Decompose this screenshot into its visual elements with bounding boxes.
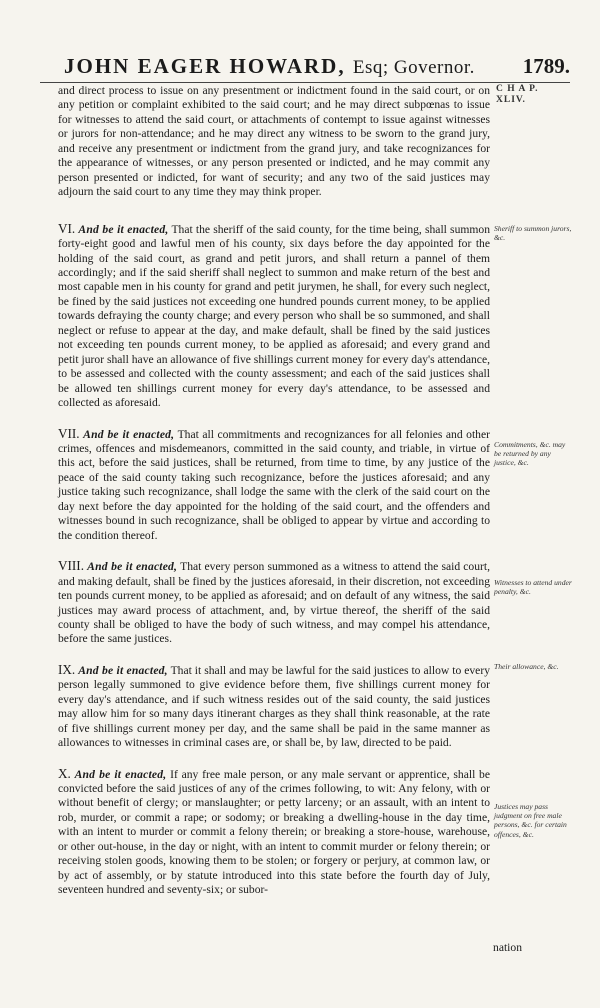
- margin-chapter: C H A P. XLIV.: [496, 84, 539, 105]
- margin-note-witnesses: Witnesses to attend under penalty, &c.: [494, 578, 572, 597]
- section-vii: [58, 427, 490, 544]
- margin-note-justices: Justices may pass judgment on free male persons, &c. for certain offences, &c.: [494, 802, 567, 839]
- paragraph-continuation: and direct process to issue on any presentment or indictment found in the said court, or on any petition or complaint exhibited to the said court; and he may direct subpœnas to issue for witnesses to attend the said court, or attachments of contempt to issue against witnesses or jurors for non-attendance; and he may direct any witness to be sworn to the grand jury, and receive any presentment or indictment from the grand jury, and take recognizances for the appearance of witnesses, or any person presented or indicted, and he may commit any person presented or indicted, for want of security; and any two of the said justices may adjourn the said court to any time they may think proper.: [58, 84, 490, 199]
- section-number: VII.: [58, 425, 80, 441]
- enacting-clause: And be it enacted,: [78, 222, 169, 236]
- header-year: 1789.: [522, 54, 570, 78]
- enacting-clause: And be it enacted,: [83, 427, 175, 441]
- header-title: JOHN EAGER HOWARD, Esq; Governor.: [64, 54, 475, 78]
- enacting-clause: And be it enacted,: [87, 560, 178, 574]
- section-ix: [58, 663, 490, 751]
- section-vi: [58, 222, 490, 411]
- header-esq: Esq; Governor.: [352, 57, 475, 78]
- section-text: That all commitments and recognizances for all felonies and other crimes, offences and misdemeanors, committed in the said county, and triable, in virtue of this act, before the said justices, shall be returned, from time to time, by any justice of the peace of the said county taking such recognizance, before the justices aforesaid; and any justice taking such recognizance, shall lodge the same with the clerk of the said court on the day next before the day appointed for the holding of the said court, and the offenders and witnesses bound in such recognizance, shall be obliged to appear by virtue and according to the condition thereof.: [58, 427, 490, 542]
- running-head: [40, 54, 570, 83]
- body-text: [58, 84, 490, 914]
- margin-note-commitments: Commitments, &c. may be returned by any justice, &c.: [494, 440, 566, 468]
- margin-note-sheriff: Sheriff to summon jurors, &c.: [494, 224, 572, 243]
- margin-note-allowance: Their allowance, &c.: [494, 662, 559, 671]
- section-number: X.: [58, 765, 71, 781]
- section-text: If any free male person, or any male servant or apprentice, shall be convicted before the said justices of any of the crimes following, to wit: Any felony, with or without benefit of clergy; or manslaughter; or petty larceny; or an assault, with an intent to rob, murder, or commit a rape; or sodomy; or breaking a dwelling-house in the day time, with an intent to murder or commit a felony therein; or breaking a store-house, warehouse, or other out-house, in the day or night, with an intent to commit murder or felony therein; or receiving stolen goods, knowing them to be stolen; or forgery or perjury, at common law, or by act of assembly, or by statute introduced into this state before the fourth day of July, seventeen hundred and seventy-six; or subor-: [58, 767, 490, 897]
- section-text: That every person summoned as a witness to attend the said court, and making default, shall be fined by the justices aforesaid, in their discretion, not exceeding ten pounds current money, to be applied as aforesaid; and on default of any witness, the said justices may award process of attachment, and, by virtue thereof, the sheriff of the said county shall be obliged to have the body of such witness, and may compel his attendance, before the same justices.: [58, 560, 490, 646]
- section-number: IX.: [58, 661, 76, 677]
- enacting-clause: And be it enacted,: [74, 767, 167, 781]
- section-x: [58, 767, 490, 898]
- enacting-clause: And be it enacted,: [78, 663, 168, 677]
- section-viii: [58, 559, 490, 647]
- catchword: nation: [493, 941, 522, 954]
- section-text: That the sheriff of the said county, for the time being, shall summon forty-eight good and lawful men of his county, six days before the day appointed for the holding of the said court, as grand and petit jurors, and shall return a pannel of them accordingly; and if the said sheriff shall neglect to summon and make return of the best and most capable men in his county for grand and petit jurymen, he shall, for every such neglect, be fined by the said justices not exceeding one hundred pounds current money, to be applied towards defraying the county charge; and every person who shall be so summoned, and shall neglect or refuse to appear at the day, and make default, shall be fined by the said justices not exceeding ten pounds current money, to be applied as aforesaid; and every grand and petit juror shall have an allowance of five shillings current money for every day's attendance, to be assessed and collected with the county assessment; and each of the said justices shall be allowed ten shillings current money for every day's attendance, to be assessed and collected as aforesaid.: [58, 222, 490, 410]
- section-number: VIII.: [58, 558, 84, 574]
- section-text: That it shall and may be lawful for the said justices to allow to every person legally summoned to give evidence before them, five shillings current money for every day's attendance, and if such witness resides out of the said county, the said justices may allow him for so many days itinerant charges as they shall think reasonable, at the rate of five shillings current money per day, and the same shall be paid in the same manner as allowances to witnesses in criminal cases are, or shall be, by law, directed to be paid.: [58, 663, 490, 750]
- section-number: VI.: [58, 220, 76, 236]
